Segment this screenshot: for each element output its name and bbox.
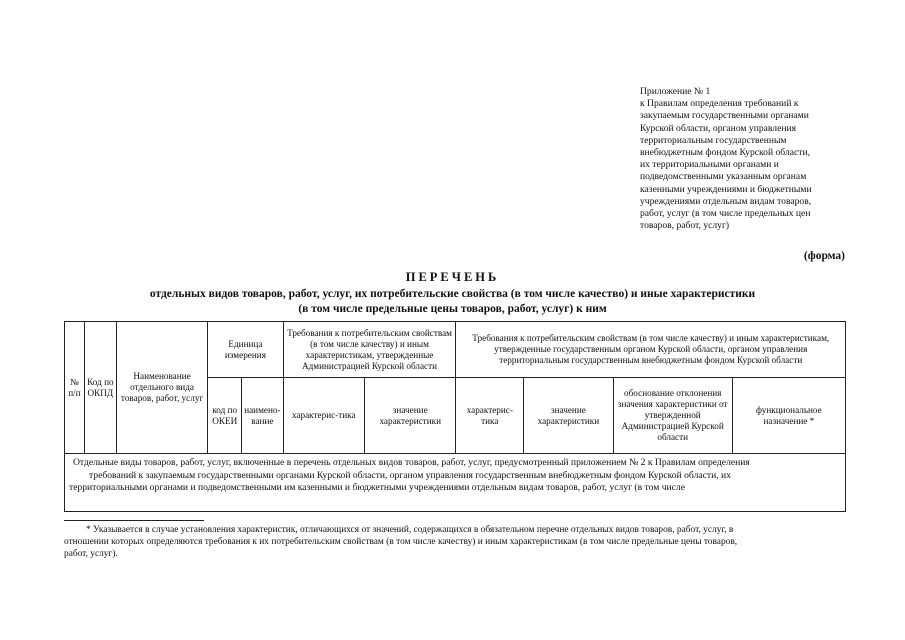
footnote-line: работ, услуг).: [64, 549, 118, 560]
header-admin-value: значение характеристики: [364, 378, 456, 454]
header-item-name: Наименование отдельного вида товаров, работ, услуг: [116, 322, 207, 454]
appendix-line: закупаемым государственными органами: [640, 110, 809, 122]
footnote: [64, 524, 846, 561]
header-okpd-code: Код по ОКПД: [84, 322, 116, 454]
table-note-row: [65, 454, 846, 512]
appendix-line: казенными учреждениями и бюджетными: [640, 183, 812, 195]
appendix-line: учреждениями отдельным видам товаров,: [640, 195, 812, 207]
appendix-header: [640, 86, 850, 232]
appendix-line: работ, услуг (в том числе предельных цен: [640, 208, 811, 220]
footnote-divider: [64, 520, 204, 521]
table-note-line: требований к закупаемым государственными органами Курской области, органом управления государственным внебюджетным фондом Курской области, их: [89, 469, 731, 481]
header-state-characteristic: характерис-тика: [456, 378, 524, 454]
appendix-line: внебюджетным фондом Курской области,: [640, 147, 810, 159]
document-title: ПЕРЕЧЕНЬ: [405, 270, 500, 284]
header-state-value: значение характеристики: [524, 378, 614, 454]
header-unit-name: наимено-вание: [242, 378, 283, 454]
header-state-requirements: Требования к потребительским свойствам (в том числе качеству) и иным характеристикам, утвержденные государственным органом Курской области, органом управления территориальным государственным внебюджетным фондом Курской области: [456, 322, 846, 378]
form-label: (форма): [803, 250, 845, 262]
appendix-line: подведомственными указанным органам: [640, 171, 807, 183]
table-note-line: территориальными органами и подведомственными им казенными и бюджетными учреждениями отдельным видам товаров, работ, услуг (в том числе: [69, 482, 685, 493]
header-functional-purpose: функциональное назначение *: [732, 378, 845, 454]
appendix-line: товаров, работ, услуг): [640, 220, 730, 232]
appendix-line: к Правилам определения требований к: [640, 98, 799, 110]
header-okei-code: код по ОКЕИ: [208, 378, 242, 454]
header-unit-group: Единица измерения: [208, 322, 283, 378]
header-deviation-justification: обоснование отклонения значения характеристики от утвержденной Администрацией Курской области: [613, 378, 732, 454]
appendix-line: Приложение № 1: [640, 86, 711, 97]
requirements-table: [64, 321, 846, 512]
appendix-line: их территориальными органами и: [640, 159, 779, 171]
document-subtitle-line2: (в том числе предельные цены товаров, работ, услуг) к ним: [298, 303, 607, 315]
header-num: № п/п: [65, 322, 85, 454]
document-subtitle-line1: отдельных видов товаров, работ, услуг, их потребительские свойства (в том числе качество) и иные характеристики: [149, 288, 756, 300]
header-admin-requirements: Требования к потребительским свойствам (в том числе качеству) и иным характеристикам, утвержденные Администрацией Курской области: [283, 322, 456, 378]
header-admin-characteristic: характерис-тика: [283, 378, 364, 454]
footnote-line: * Указывается в случае установления характеристик, отличающихся от значений, содержащихся в обязательном перечне отдельных видов товаров, работ, услуг, в: [86, 525, 734, 535]
table-note-line: Отдельные виды товаров, работ, услуг, включенные в перечень отдельных видов товаров, работ, услуг, предусмотренный приложением № 2 к Правилам определения: [73, 457, 750, 468]
footnote-line: отношении которых определяются требования к их потребительским свойствам (в том числе качеству) и иным характеристикам (в том числе предельные цены товаров,: [64, 537, 738, 548]
appendix-line: Курской области, органом управления: [640, 122, 797, 134]
appendix-line: территориальным государственным: [640, 134, 787, 146]
